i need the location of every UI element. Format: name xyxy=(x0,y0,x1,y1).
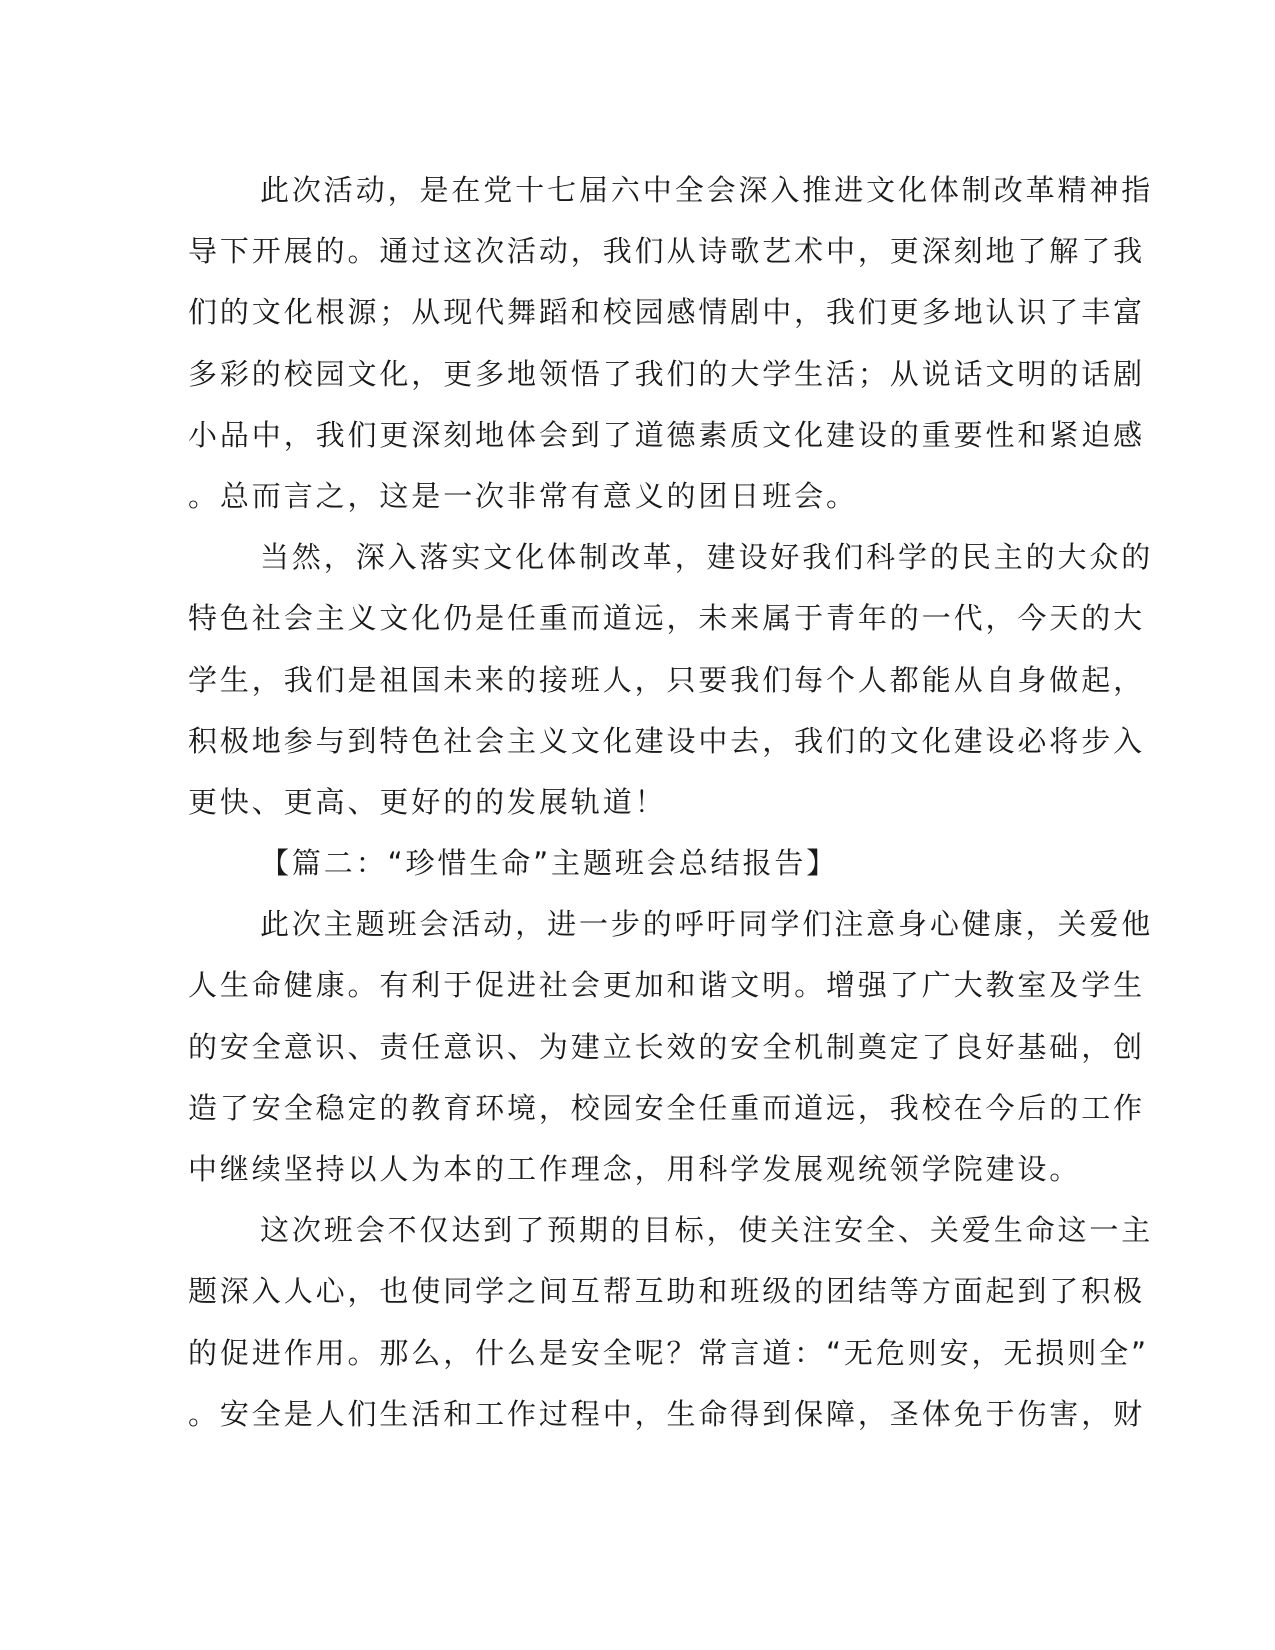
text-line: 造了安全稳定的教育环境，校园安全任重而道远，我校在今后的工作 xyxy=(188,1090,1146,1125)
text-line: 此次活动，是在党十七届六中全会深入推进文化体制改革精神指 xyxy=(260,173,1154,207)
text-line: 这次班会不仅达到了预期的目标，使关注安全、关爱生命这一主 xyxy=(260,1213,1154,1248)
text-line: 积极地参与到特色社会主义文化建设中去，我们的文化建设必将步入 xyxy=(188,723,1146,758)
text-line: 的安全意识、责任意识、为建立长效的安全机制奠定了良好基础，创 xyxy=(188,1029,1146,1064)
text-line: 的促进作用。那么，什么是安全呢？常言道：“无危则安，无损则全” xyxy=(188,1335,1149,1370)
text-line: 导下开展的。通过这次活动，我们从诗歌艺术中，更深刻地了解了我 xyxy=(188,234,1146,269)
text-line: 。总而言之，这是一次非常有意义的团日班会。 xyxy=(188,478,858,513)
text-line: 当然，深入落实文化体制改革，建设好我们科学的民主的大众的 xyxy=(260,540,1154,575)
text-line: 小品中，我们更深刻地体会到了道德素质文化建设的重要性和紧迫感 xyxy=(188,417,1146,452)
section-heading: 【篇二：“珍惜生命”主题班会总结报告】 xyxy=(260,846,839,881)
text-line: 题深入人心，也使同学之间互帮互助和班级的团结等方面起到了积极 xyxy=(188,1274,1146,1309)
document-body xyxy=(188,160,1154,1445)
text-line: 更快、更高、更好的的发展轨道！ xyxy=(188,784,667,819)
text-line: 学生，我们是祖国未来的接班人，只要我们每个人都能从自身做起， xyxy=(188,662,1146,697)
text-line: 此次主题班会活动，进一步的呼吁同学们注意身心健康，关爱他 xyxy=(260,907,1154,942)
text-line: 。安全是人们生活和工作过程中，生命得到保障，圣体免于伤害，财 xyxy=(188,1396,1146,1431)
text-line: 多彩的校园文化，更多地领悟了我们的大学生活；从说话文明的话剧 xyxy=(188,356,1146,391)
text-line: 人生命健康。有利于促进社会更加和谐文明。增强了广大教室及学生 xyxy=(188,968,1146,1003)
text-line: 们的文化根源；从现代舞蹈和校园感情剧中，我们更多地认识了丰富 xyxy=(188,295,1146,330)
text-line: 中继续坚持以人为本的工作理念，用科学发展观统领学院建设。 xyxy=(188,1152,1082,1186)
text-line: 特色社会主义文化仍是任重而道远，未来属于青年的一代，今天的大 xyxy=(188,601,1146,636)
